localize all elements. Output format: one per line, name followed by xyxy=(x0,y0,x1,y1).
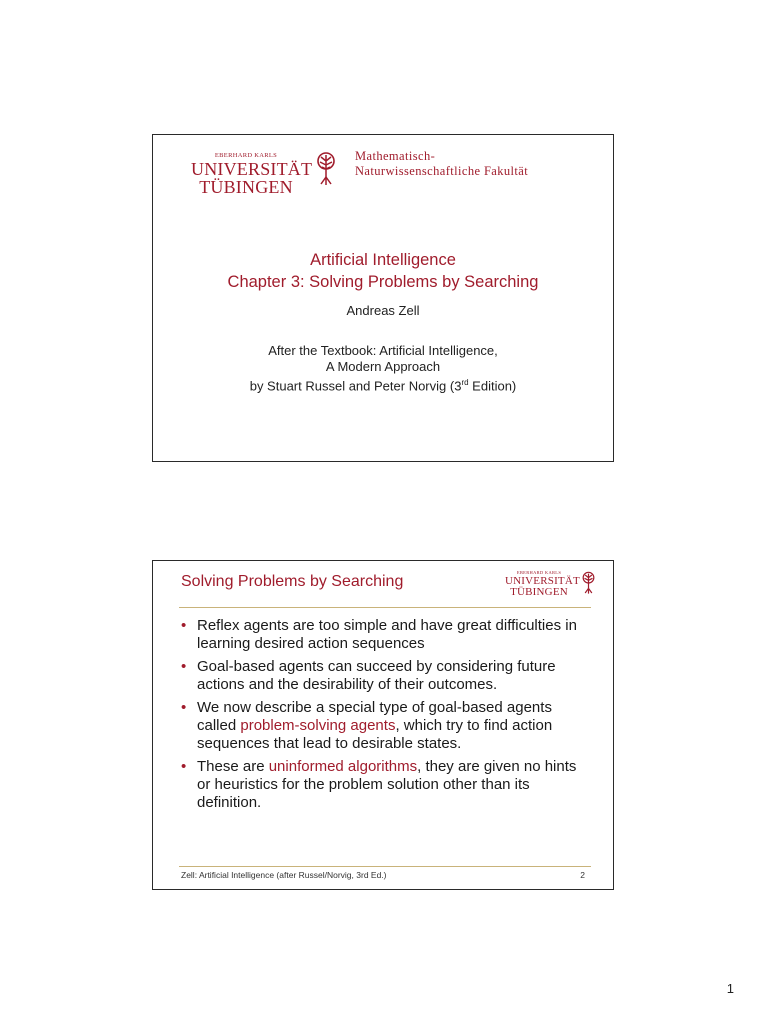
bullet-text-after: , which try to find action sequences that lead to desirable states. xyxy=(197,717,553,752)
list-item xyxy=(179,658,593,694)
list-item xyxy=(179,699,593,753)
slide-number: 2 xyxy=(580,870,585,880)
slide-title xyxy=(153,249,613,293)
edition-superscript: rd xyxy=(461,378,469,387)
highlight-term: problem-solving agents xyxy=(240,717,396,734)
bullet-text-before: We now describe a special type of goal-based agents called xyxy=(197,699,552,734)
faculty-line-2: Naturwissenschaftliche Fakultät xyxy=(355,164,529,178)
logo-line-2: TÜBINGEN xyxy=(510,585,568,598)
bullet-text: Goal-based agents can succeed by considering future actions and the desirability of their outcomes. xyxy=(197,658,556,693)
list-item xyxy=(179,617,593,653)
author-name: Andreas Zell xyxy=(346,303,420,318)
bullet-list xyxy=(179,617,593,817)
tree-logo-icon xyxy=(315,151,337,187)
logo-line-1: UNIVERSITÄT xyxy=(191,158,313,179)
page-number: 1 xyxy=(726,981,734,996)
logo-small-text: EBERHARD KARLS xyxy=(516,570,562,575)
header-rule xyxy=(179,607,591,608)
slide-footer: Zell: Artificial Intelligence (after Russel/Norvig, 3rd Ed.) xyxy=(181,870,387,880)
slide-heading: Solving Problems by Searching xyxy=(181,573,404,590)
university-logo xyxy=(191,152,313,197)
footer-rule xyxy=(179,866,591,867)
textbook-line-3-suffix: Edition) xyxy=(468,378,517,394)
bullet-text: Reflex agents are too simple and have great difficulties in learning desired action sequences xyxy=(197,617,577,652)
textbook-line-3 xyxy=(153,375,613,394)
slide-1 xyxy=(152,134,614,462)
logo-line-2: TÜBINGEN xyxy=(199,176,293,197)
university-logo-small xyxy=(505,570,580,598)
faculty-name xyxy=(355,149,528,179)
textbook-line-1: After the Textbook: Artificial Intelligence, xyxy=(268,343,498,358)
textbook-line-3-prefix: by Stuart Russel and Peter Norvig (3 xyxy=(249,378,462,394)
slide-2 xyxy=(152,560,614,890)
textbook-note xyxy=(153,343,613,394)
list-item xyxy=(179,758,593,812)
logo-small-text: EBERHARD KARLS xyxy=(214,152,278,159)
title-line-1: Artificial Intelligence xyxy=(310,251,456,269)
textbook-line-2: A Modern Approach xyxy=(325,359,441,374)
title-line-2: Chapter 3: Solving Problems by Searching xyxy=(227,273,539,291)
faculty-line-1: Mathematisch- xyxy=(355,149,436,163)
bullet-text-after: , they are given no hints or heuristics for the problem solution other than its definition. xyxy=(197,758,577,811)
tree-logo-icon xyxy=(581,571,596,595)
highlight-term: uninformed algorithms xyxy=(268,758,418,775)
bullet-text-before: These are xyxy=(197,758,269,775)
logo-line-1: UNIVERSITÄT xyxy=(505,574,580,587)
